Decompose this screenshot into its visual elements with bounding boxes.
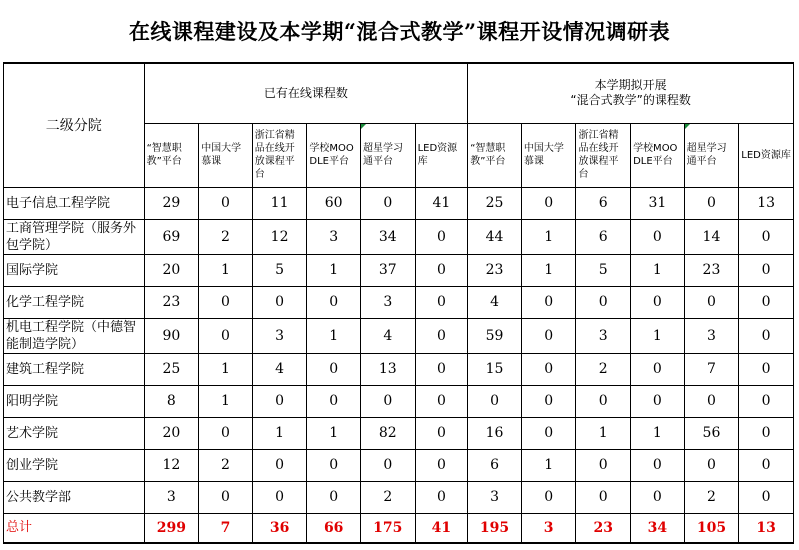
planned-count-cell: 44 — [468, 219, 522, 254]
planned-count-cell: 0 — [521, 417, 576, 449]
planned-count-cell: 3 — [576, 318, 631, 353]
existing-count-cell: 1 — [199, 385, 253, 417]
total-row — [4, 513, 794, 543]
planned-count-cell: 25 — [468, 187, 522, 219]
planned-count-cell: 0 — [739, 417, 794, 449]
dept-name: 国际学院 — [4, 254, 145, 286]
existing-count-cell: 0 — [360, 449, 415, 481]
planned-count-cell: 0 — [576, 385, 631, 417]
planned-count-cell: 0 — [684, 286, 739, 318]
existing-count-cell: 0 — [252, 385, 307, 417]
planned-count-cell: 0 — [684, 449, 739, 481]
existing-count-cell: 0 — [252, 481, 307, 513]
existing-count-cell: 1 — [199, 254, 253, 286]
planned-count-cell: 0 — [684, 187, 739, 219]
col-planned-chaoxing: 超星学习通平台 — [684, 123, 739, 187]
table-row — [4, 417, 794, 449]
planned-count-cell: 0 — [739, 353, 794, 385]
total-cell: 41 — [415, 513, 468, 543]
total-cell: 23 — [576, 513, 631, 543]
planned-count-cell: 0 — [739, 254, 794, 286]
existing-count-cell: 13 — [360, 353, 415, 385]
total-label: 总计 — [4, 513, 145, 543]
col-planned-mooc: 中国大学慕课 — [521, 123, 576, 187]
table-row — [4, 318, 794, 353]
planned-count-cell: 6 — [468, 449, 522, 481]
table-row — [4, 385, 794, 417]
planned-count-cell: 2 — [684, 481, 739, 513]
planned-count-cell: 0 — [739, 449, 794, 481]
existing-count-cell: 0 — [415, 353, 468, 385]
existing-count-cell: 34 — [360, 219, 415, 254]
col-planned-zhejiang: 浙江省精品在线开放课程平台 — [576, 123, 631, 187]
planned-count-cell: 0 — [739, 318, 794, 353]
dept-name: 工商管理学院（服务外包学院） — [4, 219, 145, 254]
existing-count-cell: 0 — [199, 481, 253, 513]
existing-count-cell: 3 — [252, 318, 307, 353]
planned-count-cell: 0 — [739, 481, 794, 513]
dept-name: 建筑工程学院 — [4, 353, 145, 385]
existing-count-cell: 1 — [307, 254, 361, 286]
planned-count-cell: 0 — [521, 286, 576, 318]
planned-courses-header — [468, 63, 794, 123]
planned-count-cell: 5 — [576, 254, 631, 286]
existing-count-cell: 12 — [252, 219, 307, 254]
existing-courses-header: 已有在线课程数 — [144, 63, 468, 123]
planned-count-cell: 31 — [631, 187, 685, 219]
existing-count-cell: 0 — [252, 286, 307, 318]
total-cell: 36 — [252, 513, 307, 543]
existing-count-cell: 20 — [144, 417, 199, 449]
existing-count-cell: 1 — [252, 417, 307, 449]
planned-count-cell: 1 — [576, 417, 631, 449]
col-planned-led: LED资源库 — [739, 123, 794, 187]
planned-count-cell: 0 — [521, 385, 576, 417]
planned-count-cell: 23 — [468, 254, 522, 286]
planned-count-cell: 0 — [468, 385, 522, 417]
planned-count-cell: 2 — [576, 353, 631, 385]
table-row — [4, 449, 794, 481]
existing-count-cell: 0 — [415, 417, 468, 449]
planned-count-cell: 0 — [521, 353, 576, 385]
planned-count-cell: 0 — [576, 286, 631, 318]
table-title: 在线课程建设及本学期“混合式教学”课程开设情况调研表 — [128, 19, 671, 44]
existing-count-cell: 82 — [360, 417, 415, 449]
dept-name: 创业学院 — [4, 449, 145, 481]
table-row — [4, 286, 794, 318]
planned-count-cell: 0 — [631, 481, 685, 513]
existing-count-cell: 3 — [144, 481, 199, 513]
dept-column-header: 二级分院 — [4, 63, 145, 187]
existing-count-cell: 4 — [252, 353, 307, 385]
existing-count-cell: 12 — [144, 449, 199, 481]
col-existing-chaoxing: 超星学习通平台 — [360, 123, 415, 187]
dept-name: 电子信息工程学院 — [4, 187, 145, 219]
planned-count-cell: 56 — [684, 417, 739, 449]
survey-table — [3, 62, 794, 544]
total-cell: 195 — [468, 513, 522, 543]
existing-count-cell: 0 — [307, 286, 361, 318]
col-existing-zhihui: “智慧职教”平台 — [144, 123, 199, 187]
existing-count-cell: 3 — [360, 286, 415, 318]
planned-header-line1: 本学期拟开展 — [594, 78, 667, 93]
planned-count-cell: 1 — [521, 254, 576, 286]
dept-name: 公共教学部 — [4, 481, 145, 513]
planned-count-cell: 0 — [631, 353, 685, 385]
col-existing-led: LED资源库 — [415, 123, 468, 187]
planned-count-cell: 0 — [684, 385, 739, 417]
planned-count-cell: 6 — [576, 187, 631, 219]
existing-count-cell: 90 — [144, 318, 199, 353]
planned-count-cell: 0 — [521, 481, 576, 513]
planned-count-cell: 1 — [631, 318, 685, 353]
existing-count-cell: 1 — [307, 318, 361, 353]
planned-count-cell: 1 — [631, 417, 685, 449]
existing-count-cell: 8 — [144, 385, 199, 417]
planned-count-cell: 1 — [521, 449, 576, 481]
dept-name: 机电工程学院（中德智能制造学院） — [4, 318, 145, 353]
col-planned-moodle: 学校MOODLE平台 — [631, 123, 685, 187]
total-cell: 3 — [521, 513, 576, 543]
existing-count-cell: 0 — [307, 353, 361, 385]
total-cell: 299 — [144, 513, 199, 543]
existing-count-cell: 1 — [307, 417, 361, 449]
comment-marker-icon — [685, 124, 690, 129]
total-cell: 175 — [360, 513, 415, 543]
planned-count-cell: 4 — [468, 286, 522, 318]
existing-count-cell: 2 — [199, 219, 253, 254]
existing-count-cell: 0 — [415, 318, 468, 353]
table-row — [4, 481, 794, 513]
existing-count-cell: 0 — [307, 481, 361, 513]
existing-count-cell: 0 — [360, 187, 415, 219]
planned-count-cell: 0 — [576, 449, 631, 481]
planned-count-cell: 7 — [684, 353, 739, 385]
planned-count-cell: 0 — [521, 318, 576, 353]
existing-count-cell: 25 — [144, 353, 199, 385]
existing-count-cell: 41 — [415, 187, 468, 219]
planned-count-cell: 23 — [684, 254, 739, 286]
planned-count-cell: 13 — [739, 187, 794, 219]
existing-count-cell: 11 — [252, 187, 307, 219]
total-cell: 34 — [631, 513, 685, 543]
existing-count-cell: 1 — [199, 353, 253, 385]
existing-count-cell: 29 — [144, 187, 199, 219]
planned-count-cell: 1 — [521, 219, 576, 254]
planned-count-cell: 16 — [468, 417, 522, 449]
comment-marker-icon — [361, 124, 366, 129]
planned-count-cell: 15 — [468, 353, 522, 385]
existing-count-cell: 0 — [199, 318, 253, 353]
table-row — [4, 187, 794, 219]
existing-count-cell: 0 — [415, 481, 468, 513]
existing-count-cell: 0 — [415, 385, 468, 417]
total-cell: 66 — [307, 513, 361, 543]
col-existing-zhejiang: 浙江省精品在线开放课程平台 — [252, 123, 307, 187]
existing-count-cell: 0 — [415, 449, 468, 481]
planned-count-cell: 0 — [631, 449, 685, 481]
existing-count-cell: 0 — [360, 385, 415, 417]
planned-count-cell: 14 — [684, 219, 739, 254]
existing-count-cell: 0 — [307, 449, 361, 481]
planned-count-cell: 0 — [631, 286, 685, 318]
existing-count-cell: 20 — [144, 254, 199, 286]
planned-count-cell: 0 — [739, 286, 794, 318]
existing-count-cell: 5 — [252, 254, 307, 286]
existing-count-cell: 60 — [307, 187, 361, 219]
existing-count-cell: 0 — [252, 449, 307, 481]
total-cell: 105 — [684, 513, 739, 543]
planned-count-cell: 0 — [631, 219, 685, 254]
existing-count-cell: 0 — [415, 219, 468, 254]
dept-name: 阳明学院 — [4, 385, 145, 417]
existing-count-cell: 37 — [360, 254, 415, 286]
existing-count-cell: 2 — [199, 449, 253, 481]
existing-count-cell: 0 — [307, 385, 361, 417]
dept-name: 艺术学院 — [4, 417, 145, 449]
col-planned-zhihui: “智慧职教”平台 — [468, 123, 522, 187]
existing-count-cell: 0 — [415, 254, 468, 286]
existing-count-cell: 0 — [199, 417, 253, 449]
planned-count-cell: 0 — [576, 481, 631, 513]
planned-count-cell: 0 — [631, 385, 685, 417]
total-cell: 13 — [739, 513, 794, 543]
planned-header-line2: “混合式教学”的课程数 — [570, 93, 691, 108]
existing-count-cell: 2 — [360, 481, 415, 513]
planned-count-cell: 3 — [684, 318, 739, 353]
table-row — [4, 254, 794, 286]
existing-count-cell: 23 — [144, 286, 199, 318]
existing-count-cell: 69 — [144, 219, 199, 254]
total-cell: 7 — [199, 513, 253, 543]
planned-count-cell: 1 — [631, 254, 685, 286]
dept-name: 化学工程学院 — [4, 286, 145, 318]
planned-count-cell: 59 — [468, 318, 522, 353]
planned-count-cell: 0 — [739, 385, 794, 417]
table-row — [4, 219, 794, 254]
existing-count-cell: 0 — [199, 286, 253, 318]
col-existing-mooc: 中国大学慕课 — [199, 123, 253, 187]
planned-count-cell: 6 — [576, 219, 631, 254]
existing-count-cell: 3 — [307, 219, 361, 254]
planned-count-cell: 0 — [521, 187, 576, 219]
existing-count-cell: 0 — [415, 286, 468, 318]
col-existing-moodle: 学校MOODLE平台 — [307, 123, 361, 187]
planned-count-cell: 3 — [468, 481, 522, 513]
table-row — [4, 353, 794, 385]
existing-count-cell: 0 — [199, 187, 253, 219]
existing-count-cell: 4 — [360, 318, 415, 353]
planned-count-cell: 0 — [739, 219, 794, 254]
